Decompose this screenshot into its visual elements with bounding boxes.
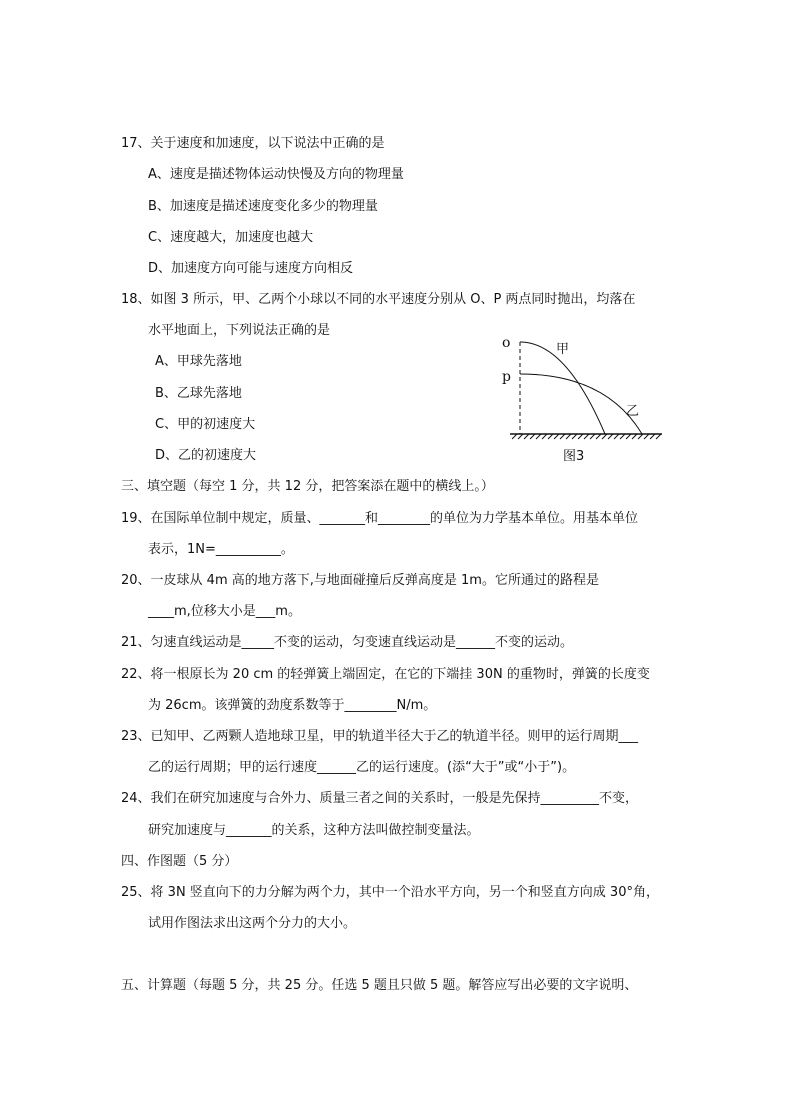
q19-line1: 19、在国际单位制中规定，质量、_______和________的单位为力学基本单位。用基本单位 — [121, 511, 639, 526]
q18-stem-line2: 水平地面上，下列说法正确的是 — [148, 323, 331, 338]
q19-line2: 表示，1N=__________。 — [148, 542, 294, 557]
figure-3-projectile-diagram — [496, 328, 672, 472]
q17-option-d: D、加速度方向可能与速度方向相反 — [148, 261, 354, 276]
q23-line2: 乙的运行周期；甲的运行速度______乙的运行速度。(添“大于”或“小于”)。 — [148, 760, 576, 775]
section4-heading: 四、作图题（5 分） — [121, 854, 238, 869]
trajectory-yi — [520, 374, 642, 434]
q17-stem: 17、关于速度和加速度，以下说法中正确的是 — [121, 136, 385, 151]
q25-line2: 试用作图法求出这两个分力的大小。 — [148, 916, 357, 931]
figure-caption: 图3 — [563, 449, 585, 464]
q18-option-b: B、乙球先落地 — [155, 386, 242, 401]
q17-option-b: B、加速度是描述速度变化多少的物理量 — [148, 199, 378, 214]
q24-line1: 24、我们在研究加速度与合外力、质量三者之间的关系时，一般是先保持_________不变， — [121, 791, 639, 806]
q17-option-c: C、速度越大，加速度也越大 — [148, 230, 314, 245]
q20-line2: ____m,位移大小是___m。 — [148, 604, 301, 619]
q23-line1: 23、已知甲、乙两颗人造地球卫星，甲的轨道半径大于乙的轨道半径。则甲的运行周期___ — [121, 729, 639, 744]
point-o-label: o — [502, 335, 511, 351]
q20-line1: 20、一皮球从 4m 高的地方落下,与地面碰撞后反弹高度是 1m。它所通过的路程是 — [121, 573, 599, 588]
q18-option-a: A、甲球先落地 — [155, 354, 242, 369]
q18-option-d: D、乙的初速度大 — [155, 448, 257, 463]
point-p-label: p — [502, 369, 511, 385]
q22-line1: 22、将一根原长为 20 cm 的轻弹簧上端固定，在它的下端挂 30N 的重物时，弹簧的长度变 — [121, 667, 650, 682]
q18-stem-line1: 18、如图 3 所示，甲、乙两个小球以不同的水平速度分别从 O、P 两点同时抛出，均落在 — [121, 292, 636, 307]
section3-heading: 三、填空题（每空 1 分，共 12 分，把答案添在题中的横线上。） — [121, 479, 494, 494]
q22-line2: 为 26cm。该弹簧的劲度系数等于________N/m。 — [148, 698, 437, 713]
q18-option-c: C、甲的初速度大 — [155, 417, 256, 432]
q24-line2: 研究加速度与_______的关系，这种方法叫做控制变量法。 — [148, 823, 480, 838]
q17-option-a: A、速度是描述物体运动快慢及方向的物理量 — [148, 167, 404, 182]
ball-yi-label: 乙 — [626, 404, 640, 419]
ball-jia-label: 甲 — [556, 342, 570, 357]
section5-heading: 五、计算题（每题 5 分，共 25 分。任选 5 题且只做 5 题。解答应写出必要的文字说明、 — [121, 978, 638, 993]
q25-line1: 25、将 3N 竖直向下的力分解为两个力，其中一个沿水平方向，另一个和竖直方向成 30°角， — [121, 885, 659, 900]
q21-line1: 21、匀速直线运动是_____不变的运动，匀变速直线运动是______不变的运动。 — [121, 635, 574, 650]
